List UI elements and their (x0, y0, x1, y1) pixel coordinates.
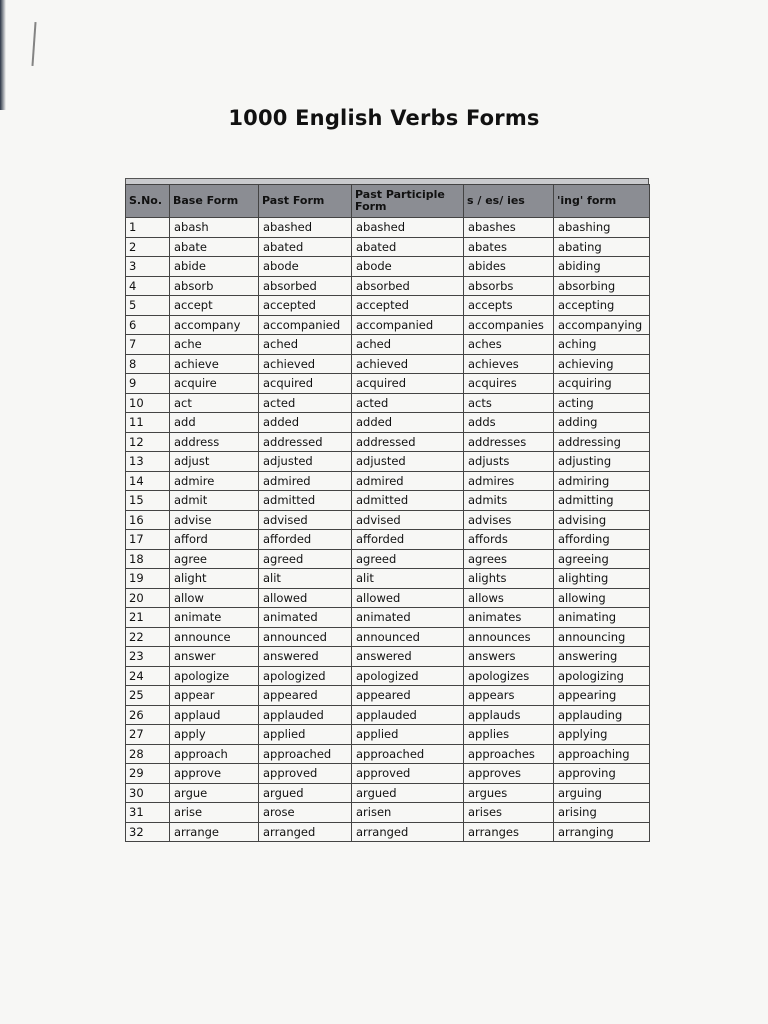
ing-form-cell: aching (554, 335, 650, 355)
base-form-cell: ache (170, 335, 259, 355)
s-es-ies-cell: agrees (464, 549, 554, 569)
past-form-cell: animated (259, 608, 352, 628)
base-form-cell: advise (170, 510, 259, 530)
table-row (126, 608, 650, 628)
table-row (126, 354, 650, 374)
s-es-ies-cell: admits (464, 491, 554, 511)
ing-form-cell: acquiring (554, 374, 650, 394)
table-row (126, 588, 650, 608)
header-past-participle-form: Past Participle Form (352, 185, 464, 218)
table-row (126, 413, 650, 433)
past-participle-cell: apologized (352, 666, 464, 686)
sno-cell: 24 (126, 666, 170, 686)
table-row (126, 237, 650, 257)
past-form-cell: adjusted (259, 452, 352, 472)
sno-cell: 9 (126, 374, 170, 394)
past-form-cell: agreed (259, 549, 352, 569)
s-es-ies-cell: approves (464, 764, 554, 784)
s-es-ies-cell: argues (464, 783, 554, 803)
ing-form-cell: animating (554, 608, 650, 628)
past-participle-cell: admitted (352, 491, 464, 511)
sno-cell: 8 (126, 354, 170, 374)
ing-form-cell: announcing (554, 627, 650, 647)
sno-cell: 15 (126, 491, 170, 511)
past-participle-cell: advised (352, 510, 464, 530)
ing-form-cell: affording (554, 530, 650, 550)
table-row (126, 510, 650, 530)
past-form-cell: addressed (259, 432, 352, 452)
verb-forms-table (125, 184, 650, 842)
past-form-cell: applied (259, 725, 352, 745)
past-form-cell: announced (259, 627, 352, 647)
s-es-ies-cell: alights (464, 569, 554, 589)
table-row (126, 647, 650, 667)
sno-cell: 5 (126, 296, 170, 316)
sno-cell: 16 (126, 510, 170, 530)
past-participle-cell: alit (352, 569, 464, 589)
table-row (126, 296, 650, 316)
base-form-cell: apply (170, 725, 259, 745)
past-form-cell: admired (259, 471, 352, 491)
ing-form-cell: adjusting (554, 452, 650, 472)
base-form-cell: announce (170, 627, 259, 647)
past-participle-cell: ached (352, 335, 464, 355)
ing-form-cell: admiring (554, 471, 650, 491)
past-participle-cell: abode (352, 257, 464, 277)
sno-cell: 12 (126, 432, 170, 452)
past-form-cell: added (259, 413, 352, 433)
past-participle-cell: acquired (352, 374, 464, 394)
base-form-cell: achieve (170, 354, 259, 374)
base-form-cell: alight (170, 569, 259, 589)
past-form-cell: abated (259, 237, 352, 257)
ing-form-cell: accepting (554, 296, 650, 316)
table-row (126, 686, 650, 706)
table-row (126, 744, 650, 764)
past-form-cell: afforded (259, 530, 352, 550)
past-form-cell: abode (259, 257, 352, 277)
base-form-cell: adjust (170, 452, 259, 472)
past-participle-cell: argued (352, 783, 464, 803)
past-form-cell: answered (259, 647, 352, 667)
ing-form-cell: adding (554, 413, 650, 433)
s-es-ies-cell: accepts (464, 296, 554, 316)
sno-cell: 11 (126, 413, 170, 433)
past-participle-cell: agreed (352, 549, 464, 569)
past-participle-cell: afforded (352, 530, 464, 550)
past-participle-cell: admired (352, 471, 464, 491)
base-form-cell: acquire (170, 374, 259, 394)
s-es-ies-cell: acquires (464, 374, 554, 394)
ing-form-cell: apologizing (554, 666, 650, 686)
pen-mark (31, 22, 36, 66)
past-form-cell: advised (259, 510, 352, 530)
sno-cell: 32 (126, 822, 170, 842)
ing-form-cell: accompanying (554, 315, 650, 335)
table-row (126, 725, 650, 745)
sno-cell: 23 (126, 647, 170, 667)
base-form-cell: allow (170, 588, 259, 608)
table-body (126, 218, 650, 842)
sno-cell: 19 (126, 569, 170, 589)
past-participle-cell: arranged (352, 822, 464, 842)
base-form-cell: animate (170, 608, 259, 628)
past-participle-cell: adjusted (352, 452, 464, 472)
past-form-cell: alit (259, 569, 352, 589)
sno-cell: 29 (126, 764, 170, 784)
s-es-ies-cell: appears (464, 686, 554, 706)
header-s-es-ies: s / es/ ies (464, 185, 554, 218)
past-participle-cell: answered (352, 647, 464, 667)
page-edge-shadow (0, 0, 6, 110)
past-participle-cell: abated (352, 237, 464, 257)
past-participle-cell: added (352, 413, 464, 433)
sno-cell: 25 (126, 686, 170, 706)
sno-cell: 31 (126, 803, 170, 823)
past-form-cell: arose (259, 803, 352, 823)
base-form-cell: arrange (170, 822, 259, 842)
table-row (126, 452, 650, 472)
ing-form-cell: approaching (554, 744, 650, 764)
past-form-cell: apologized (259, 666, 352, 686)
sno-cell: 30 (126, 783, 170, 803)
past-participle-cell: achieved (352, 354, 464, 374)
base-form-cell: abate (170, 237, 259, 257)
ing-form-cell: answering (554, 647, 650, 667)
ing-form-cell: acting (554, 393, 650, 413)
table-row (126, 257, 650, 277)
past-participle-cell: appeared (352, 686, 464, 706)
sno-cell: 28 (126, 744, 170, 764)
base-form-cell: abash (170, 218, 259, 238)
sno-cell: 10 (126, 393, 170, 413)
past-form-cell: acquired (259, 374, 352, 394)
s-es-ies-cell: arises (464, 803, 554, 823)
table-header-row (126, 185, 650, 218)
s-es-ies-cell: applauds (464, 705, 554, 725)
sno-cell: 3 (126, 257, 170, 277)
header-base-form: Base Form (170, 185, 259, 218)
ing-form-cell: applauding (554, 705, 650, 725)
past-form-cell: accepted (259, 296, 352, 316)
base-form-cell: arise (170, 803, 259, 823)
sno-cell: 2 (126, 237, 170, 257)
sno-cell: 14 (126, 471, 170, 491)
base-form-cell: appear (170, 686, 259, 706)
past-participle-cell: allowed (352, 588, 464, 608)
s-es-ies-cell: answers (464, 647, 554, 667)
ing-form-cell: allowing (554, 588, 650, 608)
past-form-cell: arranged (259, 822, 352, 842)
past-form-cell: achieved (259, 354, 352, 374)
past-participle-cell: acted (352, 393, 464, 413)
s-es-ies-cell: addresses (464, 432, 554, 452)
base-form-cell: accept (170, 296, 259, 316)
header-past-form: Past Form (259, 185, 352, 218)
s-es-ies-cell: applies (464, 725, 554, 745)
past-form-cell: admitted (259, 491, 352, 511)
table-row (126, 569, 650, 589)
past-participle-cell: applauded (352, 705, 464, 725)
s-es-ies-cell: allows (464, 588, 554, 608)
past-form-cell: abashed (259, 218, 352, 238)
ing-form-cell: appearing (554, 686, 650, 706)
past-form-cell: approached (259, 744, 352, 764)
table-row (126, 705, 650, 725)
s-es-ies-cell: adjusts (464, 452, 554, 472)
sno-cell: 18 (126, 549, 170, 569)
base-form-cell: answer (170, 647, 259, 667)
s-es-ies-cell: admires (464, 471, 554, 491)
table-row (126, 432, 650, 452)
table-row (126, 627, 650, 647)
base-form-cell: approve (170, 764, 259, 784)
table-row (126, 276, 650, 296)
base-form-cell: admit (170, 491, 259, 511)
table-row (126, 393, 650, 413)
ing-form-cell: arranging (554, 822, 650, 842)
ing-form-cell: applying (554, 725, 650, 745)
table-row (126, 315, 650, 335)
ing-form-cell: addressing (554, 432, 650, 452)
past-form-cell: accompanied (259, 315, 352, 335)
table-row (126, 530, 650, 550)
base-form-cell: argue (170, 783, 259, 803)
base-form-cell: agree (170, 549, 259, 569)
s-es-ies-cell: animates (464, 608, 554, 628)
base-form-cell: apologize (170, 666, 259, 686)
ing-form-cell: alighting (554, 569, 650, 589)
s-es-ies-cell: abates (464, 237, 554, 257)
s-es-ies-cell: achieves (464, 354, 554, 374)
sno-cell: 27 (126, 725, 170, 745)
sno-cell: 17 (126, 530, 170, 550)
table-row (126, 335, 650, 355)
verb-forms-table-container (125, 178, 649, 842)
ing-form-cell: arising (554, 803, 650, 823)
past-participle-cell: animated (352, 608, 464, 628)
s-es-ies-cell: apologizes (464, 666, 554, 686)
ing-form-cell: absorbing (554, 276, 650, 296)
sno-cell: 22 (126, 627, 170, 647)
sno-cell: 7 (126, 335, 170, 355)
header-sno: S.No. (126, 185, 170, 218)
header-ing-form: 'ing' form (554, 185, 650, 218)
past-form-cell: acted (259, 393, 352, 413)
table-row (126, 491, 650, 511)
sno-cell: 1 (126, 218, 170, 238)
ing-form-cell: abashing (554, 218, 650, 238)
s-es-ies-cell: absorbs (464, 276, 554, 296)
s-es-ies-cell: arranges (464, 822, 554, 842)
table-row (126, 803, 650, 823)
past-form-cell: appeared (259, 686, 352, 706)
base-form-cell: afford (170, 530, 259, 550)
past-participle-cell: approved (352, 764, 464, 784)
s-es-ies-cell: aches (464, 335, 554, 355)
ing-form-cell: abiding (554, 257, 650, 277)
base-form-cell: admire (170, 471, 259, 491)
s-es-ies-cell: announces (464, 627, 554, 647)
past-participle-cell: accepted (352, 296, 464, 316)
table-row (126, 218, 650, 238)
table-row (126, 549, 650, 569)
base-form-cell: accompany (170, 315, 259, 335)
ing-form-cell: abating (554, 237, 650, 257)
past-participle-cell: applied (352, 725, 464, 745)
past-form-cell: allowed (259, 588, 352, 608)
past-participle-cell: accompanied (352, 315, 464, 335)
table-row (126, 783, 650, 803)
base-form-cell: applaud (170, 705, 259, 725)
base-form-cell: act (170, 393, 259, 413)
base-form-cell: abide (170, 257, 259, 277)
s-es-ies-cell: abashes (464, 218, 554, 238)
ing-form-cell: achieving (554, 354, 650, 374)
base-form-cell: absorb (170, 276, 259, 296)
ing-form-cell: agreeing (554, 549, 650, 569)
past-participle-cell: announced (352, 627, 464, 647)
past-participle-cell: addressed (352, 432, 464, 452)
table-row (126, 374, 650, 394)
past-participle-cell: arisen (352, 803, 464, 823)
sno-cell: 21 (126, 608, 170, 628)
past-participle-cell: abashed (352, 218, 464, 238)
table-row (126, 666, 650, 686)
past-participle-cell: absorbed (352, 276, 464, 296)
s-es-ies-cell: abides (464, 257, 554, 277)
table-row (126, 764, 650, 784)
s-es-ies-cell: approaches (464, 744, 554, 764)
table-row (126, 822, 650, 842)
sno-cell: 4 (126, 276, 170, 296)
table-row (126, 471, 650, 491)
base-form-cell: address (170, 432, 259, 452)
page-title: 1000 English Verbs Forms (228, 106, 540, 130)
ing-form-cell: arguing (554, 783, 650, 803)
s-es-ies-cell: acts (464, 393, 554, 413)
sno-cell: 20 (126, 588, 170, 608)
sno-cell: 26 (126, 705, 170, 725)
past-form-cell: argued (259, 783, 352, 803)
s-es-ies-cell: affords (464, 530, 554, 550)
sno-cell: 13 (126, 452, 170, 472)
past-form-cell: ached (259, 335, 352, 355)
ing-form-cell: advising (554, 510, 650, 530)
past-participle-cell: approached (352, 744, 464, 764)
ing-form-cell: approving (554, 764, 650, 784)
base-form-cell: approach (170, 744, 259, 764)
past-form-cell: approved (259, 764, 352, 784)
base-form-cell: add (170, 413, 259, 433)
past-form-cell: absorbed (259, 276, 352, 296)
s-es-ies-cell: adds (464, 413, 554, 433)
ing-form-cell: admitting (554, 491, 650, 511)
s-es-ies-cell: accompanies (464, 315, 554, 335)
sno-cell: 6 (126, 315, 170, 335)
s-es-ies-cell: advises (464, 510, 554, 530)
past-form-cell: applauded (259, 705, 352, 725)
